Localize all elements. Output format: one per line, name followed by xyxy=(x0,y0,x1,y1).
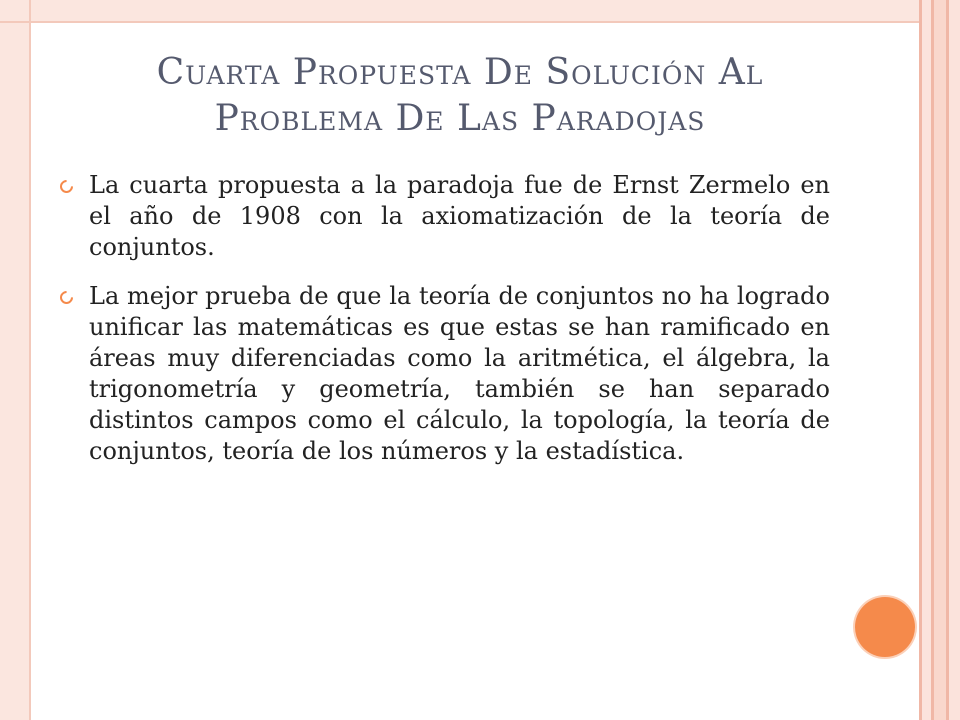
right-decorative-stripes xyxy=(919,0,960,720)
slide-title xyxy=(60,50,860,142)
bullet-ring-icon xyxy=(57,177,75,195)
bullet-item xyxy=(60,281,830,467)
stripe xyxy=(949,0,960,720)
slide-title-line-1: Cuarta Propuesta De Solución Al xyxy=(156,52,764,93)
stripe xyxy=(922,0,931,720)
slide-title-line-2: Problema De Las Paradojas xyxy=(214,98,706,139)
bullet-text: La mejor prueba de que la teoría de conjuntos no ha logrado unificar las matemáticas es que estas se han ramificado en áreas muy diferenciadas como la aritmética, el álgebra, la trigonometría y geometría, también se han separado distintos campos como el cálculo, la topología, la teoría de conjuntos, teoría de los números y la estadística. xyxy=(89,282,830,465)
bullet-text: La cuarta propuesta a la paradoja fue de Ernst Zermelo en el año de 1908 con la axiomatización de la teoría de conjuntos. xyxy=(89,171,830,261)
left-frame-band xyxy=(0,0,30,720)
decorative-circle xyxy=(855,597,915,657)
bullet-item xyxy=(60,170,830,263)
stripe xyxy=(934,0,946,720)
bullet-list xyxy=(60,170,830,485)
top-frame-band xyxy=(0,0,960,22)
bullet-ring-icon xyxy=(57,288,75,306)
